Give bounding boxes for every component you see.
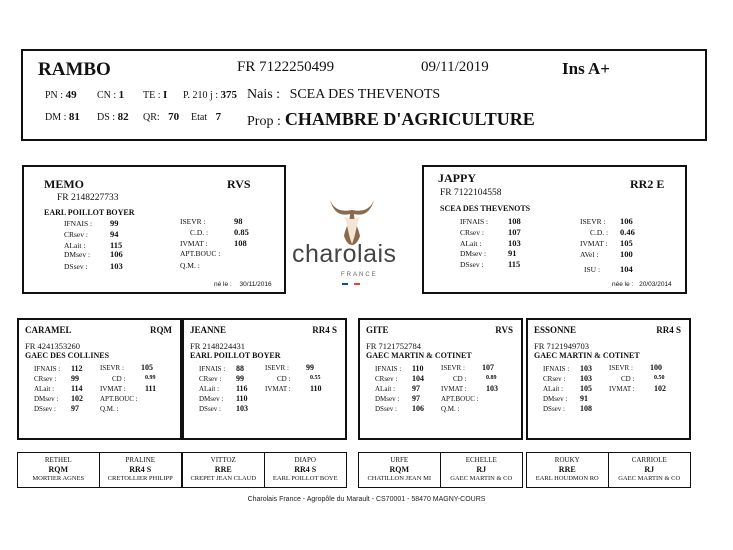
dm: [45, 111, 80, 123]
dam-avel: 100: [620, 249, 633, 259]
sire-card: [22, 165, 286, 294]
gp-isevr: 100: [650, 363, 662, 372]
gp-dmsev-label: DMsev :: [34, 395, 59, 403]
gp-dmsev: 91: [580, 394, 588, 403]
dam-cd-label: C.D. :: [590, 228, 609, 237]
gp-ifnais-label: IFNAIS :: [34, 365, 61, 373]
gp-ivmat-label: IVMAT :: [100, 385, 126, 393]
ggp-name: URFE: [390, 456, 409, 464]
qr-value: 70: [168, 111, 180, 123]
dam-name: JAPPY: [438, 171, 476, 185]
dam-ifnais-label: IFNAIS :: [460, 217, 489, 226]
sire-ifnais: 99: [110, 218, 119, 228]
dam-crsev: 107: [508, 227, 521, 237]
te-value: I: [163, 89, 168, 101]
dam-ivmat-label: IVMAT :: [580, 239, 608, 248]
ggp-name: DIAPO: [294, 456, 316, 464]
dam-dmsev-label: DMsev :: [460, 249, 487, 258]
gp-isevr-label: ISEVR :: [100, 364, 124, 372]
gp-dssev-label: DSsev :: [375, 405, 397, 413]
cn-label: CN :: [97, 90, 117, 101]
qr-label: QR:: [143, 112, 160, 123]
gp-crsev-label: CRsev :: [199, 375, 222, 383]
dam-dssev: 115: [508, 259, 521, 269]
gp-ivmat: 103: [486, 384, 498, 393]
gp-isevr-label: ISEVR :: [441, 364, 465, 372]
ggp-breeder: CREPET JEAN CLAUD: [190, 475, 257, 482]
gp-isevr-label: ISEVR :: [265, 364, 289, 372]
ggp-pair: [358, 452, 523, 488]
gp-alait-label: ALait :: [34, 385, 55, 393]
gp-crsev: 104: [412, 374, 424, 383]
great-grandparent: [100, 453, 182, 487]
gp-ivmat: 110: [310, 384, 322, 393]
gp-alait-label: ALait :: [199, 385, 220, 393]
gp-cd-label: CD :: [112, 375, 126, 383]
gp-id: FR 4241353260: [25, 341, 81, 351]
grandparent-card: [358, 318, 523, 440]
gp-rating: RR4 S: [312, 325, 337, 335]
sire-alait-label: ALait :: [64, 241, 86, 250]
dam-isevr-label: ISEVR :: [580, 217, 606, 226]
gp-ifnais: 103: [580, 364, 592, 373]
gp-isevr: 105: [141, 363, 153, 372]
gp-crsev: 99: [71, 374, 79, 383]
sire-breeder: EARL POILLOT BOYER: [44, 208, 135, 217]
gp-ifnais: 88: [236, 364, 244, 373]
ggp-name: RETHEL: [44, 456, 72, 464]
ds-value: 82: [117, 111, 129, 123]
gp-cd-label: CD :: [453, 375, 467, 383]
dam-cd: 0.46: [620, 227, 635, 237]
great-grandparent: [441, 453, 523, 487]
dam-isevr: 106: [620, 216, 633, 226]
gp-id: FR 7121752784: [366, 341, 422, 351]
qr: [143, 111, 179, 123]
dam-crsev-label: CRsev :: [460, 228, 484, 237]
prop: [247, 109, 535, 130]
ggp-breeder: GAEC MARTIN & CO: [450, 475, 513, 482]
gp-cd-label: CD :: [277, 375, 291, 383]
gp-ivmat-label: IVMAT :: [265, 385, 291, 393]
sire-ivmat-label: IVMAT :: [180, 239, 208, 248]
gp-ivmat: 111: [145, 384, 157, 393]
gp-ifnais-label: IFNAIS :: [543, 365, 570, 373]
gp-aptbouc-label: APT.BOUC :: [441, 395, 479, 403]
gp-qm-label: Q.M. :: [441, 405, 460, 413]
ggp-mark: RJ: [644, 465, 655, 474]
gp-aptbouc-label: APT.BOUC :: [100, 395, 138, 403]
gp-cd-label: CD :: [621, 375, 635, 383]
gp-id: FR 7121949703: [534, 341, 590, 351]
gp-dmsev: 110: [236, 394, 248, 403]
gp-crsev: 103: [580, 374, 592, 383]
sire-name: MEMO: [44, 177, 84, 191]
dam-born: [612, 281, 672, 288]
dam-alait-label: ALait :: [460, 239, 482, 248]
dam-alait: 103: [508, 238, 521, 248]
great-grandparent: [183, 453, 265, 487]
gp-breeder: GAEC MARTIN & COTINET: [366, 351, 472, 360]
great-grandparent: [359, 453, 441, 487]
gp-ifnais-label: IFNAIS :: [199, 365, 226, 373]
gp-dssev: 97: [71, 404, 79, 413]
p210-value: 375: [220, 89, 238, 101]
gp-crsev-label: CRsev :: [34, 375, 57, 383]
ggp-name: VITTOZ: [210, 456, 236, 464]
gp-alait: 97: [412, 384, 420, 393]
ggp-mark: RQM: [389, 465, 410, 474]
etat-value: 7: [215, 111, 222, 123]
sire-dmsev-label: DMsev :: [64, 250, 91, 259]
great-grandparent: [265, 453, 347, 487]
ggp-breeder: GAEC MARTIN & CO: [618, 475, 681, 482]
dam-isu-label: ISU :: [584, 265, 601, 274]
dam-ivmat: 105: [620, 238, 633, 248]
gp-dssev: 106: [412, 404, 424, 413]
prop-value: CHAMBRE D'AGRICULTURE: [284, 109, 535, 129]
gp-ivmat: 102: [654, 384, 666, 393]
sire-born: [214, 281, 272, 288]
sire-aptbouc-label: APT.BOUC :: [180, 249, 221, 258]
charolais-logo: [288, 192, 416, 292]
gp-dssev: 103: [236, 404, 248, 413]
gp-cd: 0.50: [654, 375, 665, 381]
dam-born-date: 20/03/2014: [639, 281, 672, 288]
dm-label: DM :: [45, 112, 67, 123]
gp-name: JEANNE: [190, 325, 227, 335]
great-grandparent: [609, 453, 691, 487]
grandparent-card: [17, 318, 182, 440]
gp-name: GITE: [366, 325, 389, 335]
sire-dssev: 103: [110, 261, 123, 271]
ggp-breeder: MORTIER AGNES: [32, 475, 85, 482]
gp-cd: 0.55: [310, 375, 321, 381]
sire-alait: 115: [110, 240, 123, 250]
gp-alait-label: ALait :: [543, 385, 564, 393]
gp-ifnais-label: IFNAIS :: [375, 365, 402, 373]
gp-rating: RQM: [150, 325, 172, 335]
pn-label: PN :: [45, 90, 64, 101]
great-grandparent: [18, 453, 100, 487]
gp-cd: 0.99: [145, 375, 156, 381]
gp-dmsev-label: DMsev :: [375, 395, 400, 403]
gp-dmsev: 97: [412, 394, 420, 403]
nais: [247, 87, 440, 103]
gp-isevr-label: ISEVR :: [609, 364, 633, 372]
dam-card: [422, 165, 687, 294]
p210-label: P. 210 j :: [183, 90, 219, 101]
etat: [191, 111, 221, 123]
gp-breeder: EARL POILLOT BOYER: [190, 351, 281, 360]
gp-cd: 0.89: [486, 375, 497, 381]
gp-crsev: 99: [236, 374, 244, 383]
ds: [97, 111, 129, 123]
ggp-mark: RRE: [558, 465, 576, 474]
gp-dmsev-label: DMsev :: [199, 395, 224, 403]
gp-alait-label: ALait :: [375, 385, 396, 393]
gp-name: ESSONNE: [534, 325, 577, 335]
birth-date: 09/11/2019: [421, 59, 489, 75]
gp-ifnais: 110: [412, 364, 424, 373]
animal-id: FR 7122250499: [237, 59, 335, 75]
te: [143, 89, 167, 101]
gp-dssev-label: DSsev :: [34, 405, 56, 413]
ggp-mark: RRE: [214, 465, 232, 474]
ggp-breeder: EARL HOUDMON RO: [535, 475, 599, 482]
gp-dssev-label: DSsev :: [543, 405, 565, 413]
te-label: TE :: [143, 90, 161, 101]
gp-ifnais: 112: [71, 364, 83, 373]
animal-name: RAMBO: [38, 59, 111, 80]
footer-address: Charolais France - Agropôle du Marault - CS70001 - 58470 MAGNY-COURS: [247, 496, 486, 503]
dm-value: 81: [68, 111, 80, 123]
sire-born-date: 30/11/2016: [239, 281, 272, 288]
gp-qm-label: Q.M. :: [100, 405, 119, 413]
grandparent-card: [526, 318, 691, 440]
gp-ivmat-label: IVMAT :: [609, 385, 635, 393]
grade: Ins A+: [562, 59, 610, 78]
sire-born-label: né le :: [214, 281, 232, 288]
animal-header: [21, 49, 707, 141]
dam-breeder: SCEA DES THEVENOTS: [440, 204, 531, 213]
ggp-name: ECHELLE: [465, 456, 497, 464]
gp-id: FR 2148224431: [190, 341, 246, 351]
pn-value: 49: [65, 89, 77, 101]
dam-dmsev: 91: [508, 248, 517, 258]
nais-label: Nais :: [247, 87, 281, 102]
etat-label: Etat: [191, 112, 208, 123]
gp-isevr: 99: [306, 363, 314, 372]
gp-alait: 116: [236, 384, 248, 393]
ggp-pair: [526, 452, 691, 488]
ggp-mark: RJ: [476, 465, 487, 474]
gp-rating: RVS: [495, 325, 513, 335]
sire-cd-label: C.D. :: [190, 228, 209, 237]
gp-dssev: 108: [580, 404, 592, 413]
dam-id: FR 7122104558: [440, 188, 502, 198]
gp-dssev-label: DSsev :: [199, 405, 221, 413]
p210: [183, 89, 237, 101]
cn: [97, 89, 124, 101]
gp-crsev-label: CRsev :: [375, 375, 398, 383]
gp-breeder: GAEC DES COLLINES: [25, 351, 110, 360]
flag-icon: [342, 283, 360, 285]
dam-rating: RR2 E: [630, 177, 665, 191]
dam-dssev-label: DSsev :: [460, 260, 484, 269]
ggp-breeder: CRETOLLIER PHILIPP: [107, 475, 173, 482]
sire-isevr: 98: [234, 216, 243, 226]
sire-ifnais-label: IFNAIS :: [64, 219, 93, 228]
ggp-mark: RR4 S: [294, 465, 317, 474]
ggp-mark: RR4 S: [129, 465, 152, 474]
sire-isevr-label: ISEVR :: [180, 217, 206, 226]
ggp-name: CARRIOLE: [631, 456, 667, 464]
gp-dmsev: 102: [71, 394, 83, 403]
ggp-mark: RQM: [48, 465, 69, 474]
sire-id: FR 2148227733: [57, 193, 119, 203]
ggp-pair: [182, 452, 347, 488]
ggp-breeder: CHATILLON JEAN MI: [367, 475, 432, 482]
dam-ifnais: 108: [508, 216, 521, 226]
grandparent-card: [182, 318, 347, 440]
sire-rating: RVS: [227, 177, 251, 191]
gp-dmsev-label: DMsev :: [543, 395, 568, 403]
dam-isu: 104: [620, 264, 633, 274]
gp-crsev-label: CRsev :: [543, 375, 566, 383]
great-grandparent: [527, 453, 609, 487]
gp-rating: RR4 S: [656, 325, 681, 335]
sire-ivmat: 108: [234, 238, 247, 248]
sire-dmsev: 106: [110, 249, 123, 259]
gp-ivmat-label: IVMAT :: [441, 385, 467, 393]
cn-value: 1: [118, 89, 125, 101]
prop-label: Prop :: [247, 114, 281, 129]
ggp-pair: [17, 452, 182, 488]
gp-alait: 114: [71, 384, 83, 393]
sire-qm-label: Q.M. :: [180, 261, 200, 270]
logo-text: charolais: [292, 240, 397, 268]
ds-label: DS :: [97, 112, 116, 123]
dam-born-label: née le :: [612, 281, 634, 288]
sire-crsev: 94: [110, 229, 119, 239]
dam-avel-label: AVel :: [580, 250, 599, 259]
ggp-breeder: EARL POILLOT BOYE: [272, 475, 338, 482]
gp-name: CARAMEL: [25, 325, 72, 335]
sire-crsev-label: CRsev :: [64, 230, 88, 239]
ggp-name: PRALINE: [125, 456, 156, 464]
gp-isevr: 107: [482, 363, 494, 372]
sire-dssev-label: DSsev :: [64, 262, 88, 271]
nais-value: SCEA DES THEVENOTS: [289, 87, 441, 102]
ggp-name: ROUKY: [554, 456, 580, 464]
sire-cd: 0.85: [234, 227, 249, 237]
gp-alait: 105: [580, 384, 592, 393]
row-1: [45, 89, 77, 101]
gp-breeder: GAEC MARTIN & COTINET: [534, 351, 640, 360]
logo-sub: FRANCE: [341, 272, 378, 278]
